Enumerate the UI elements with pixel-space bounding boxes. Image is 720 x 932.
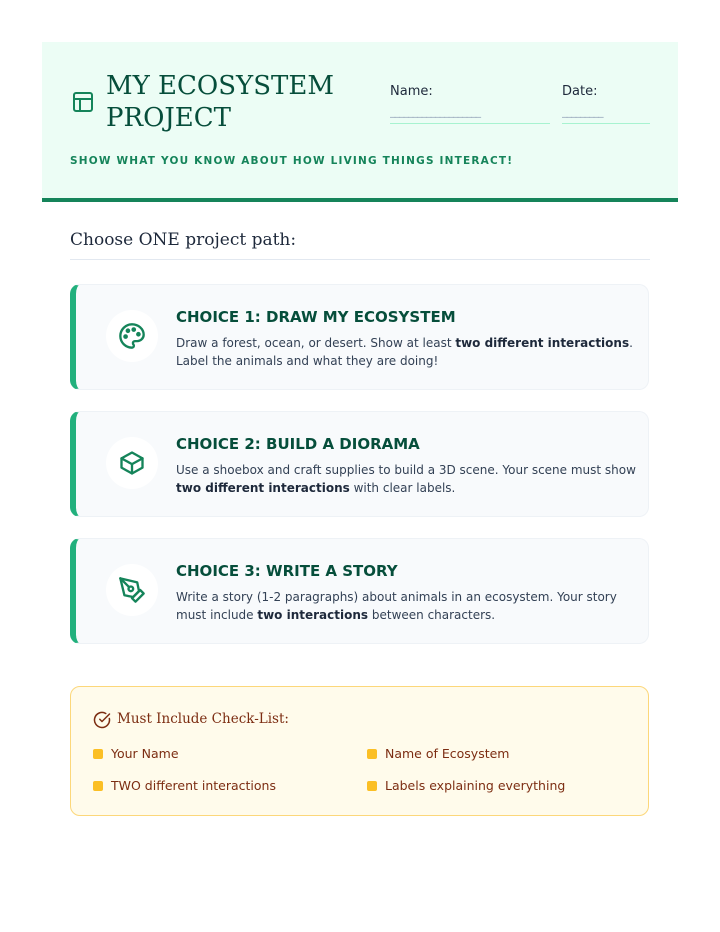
header	[42, 42, 678, 202]
bullet-square-icon	[93, 749, 103, 759]
bullet-square-icon	[367, 749, 377, 759]
name-blank[interactable]: ____________________	[390, 103, 550, 124]
layout-icon	[71, 90, 95, 114]
checklist-box	[70, 686, 649, 816]
page-title	[106, 70, 334, 134]
choice-icon-badge	[106, 310, 158, 362]
choice-card-draw	[70, 284, 649, 390]
date-field[interactable]	[562, 84, 650, 124]
box-icon	[118, 449, 146, 477]
choice-icon-badge	[106, 437, 158, 489]
name-label: Name:	[390, 84, 433, 99]
page-subtitle: SHOW WHAT YOU KNOW ABOUT HOW LIVING THINGS INTERACT!	[70, 155, 514, 167]
checklist-item: Your Name	[93, 746, 179, 761]
choice-card-story	[70, 538, 649, 644]
choice-description: Write a story (1-2 paragraphs) about animals in an ecosystem. Your story must include two interactions between characters.	[176, 590, 617, 622]
title-line-1: MY ECOSYSTEM	[106, 71, 334, 101]
choice-title: CHOICE 1: DRAW MY ECOSYSTEM	[176, 308, 456, 326]
palette-icon	[118, 322, 146, 350]
choice-description: Use a shoebox and craft supplies to build a 3D scene. Your scene must show two different interactions with clear labels.	[176, 463, 636, 495]
checklist-title: Must Include Check-List:	[117, 711, 289, 727]
choice-title: CHOICE 3: WRITE A STORY	[176, 562, 398, 580]
date-label: Date:	[562, 84, 598, 99]
section-heading: Choose ONE project path:	[70, 230, 650, 260]
bullet-square-icon	[93, 781, 103, 791]
choice-card-diorama	[70, 411, 649, 517]
checklist-item: TWO different interactions	[93, 778, 276, 793]
choice-description: Draw a forest, ocean, or desert. Show at least two different interactions. Label the animals and what they are doing!	[176, 336, 633, 368]
checklist-item: Name of Ecosystem	[367, 746, 509, 761]
date-blank[interactable]: _________	[562, 103, 650, 124]
choice-title: CHOICE 2: BUILD A DIORAMA	[176, 435, 420, 453]
name-field[interactable]	[390, 84, 550, 124]
choice-icon-badge	[106, 564, 158, 616]
checklist-item: Labels explaining everything	[367, 778, 565, 793]
bullet-square-icon	[367, 781, 377, 791]
check-circle-icon	[93, 711, 111, 729]
pen-tool-icon	[118, 576, 146, 604]
title-line-2: PROJECT	[106, 103, 232, 133]
